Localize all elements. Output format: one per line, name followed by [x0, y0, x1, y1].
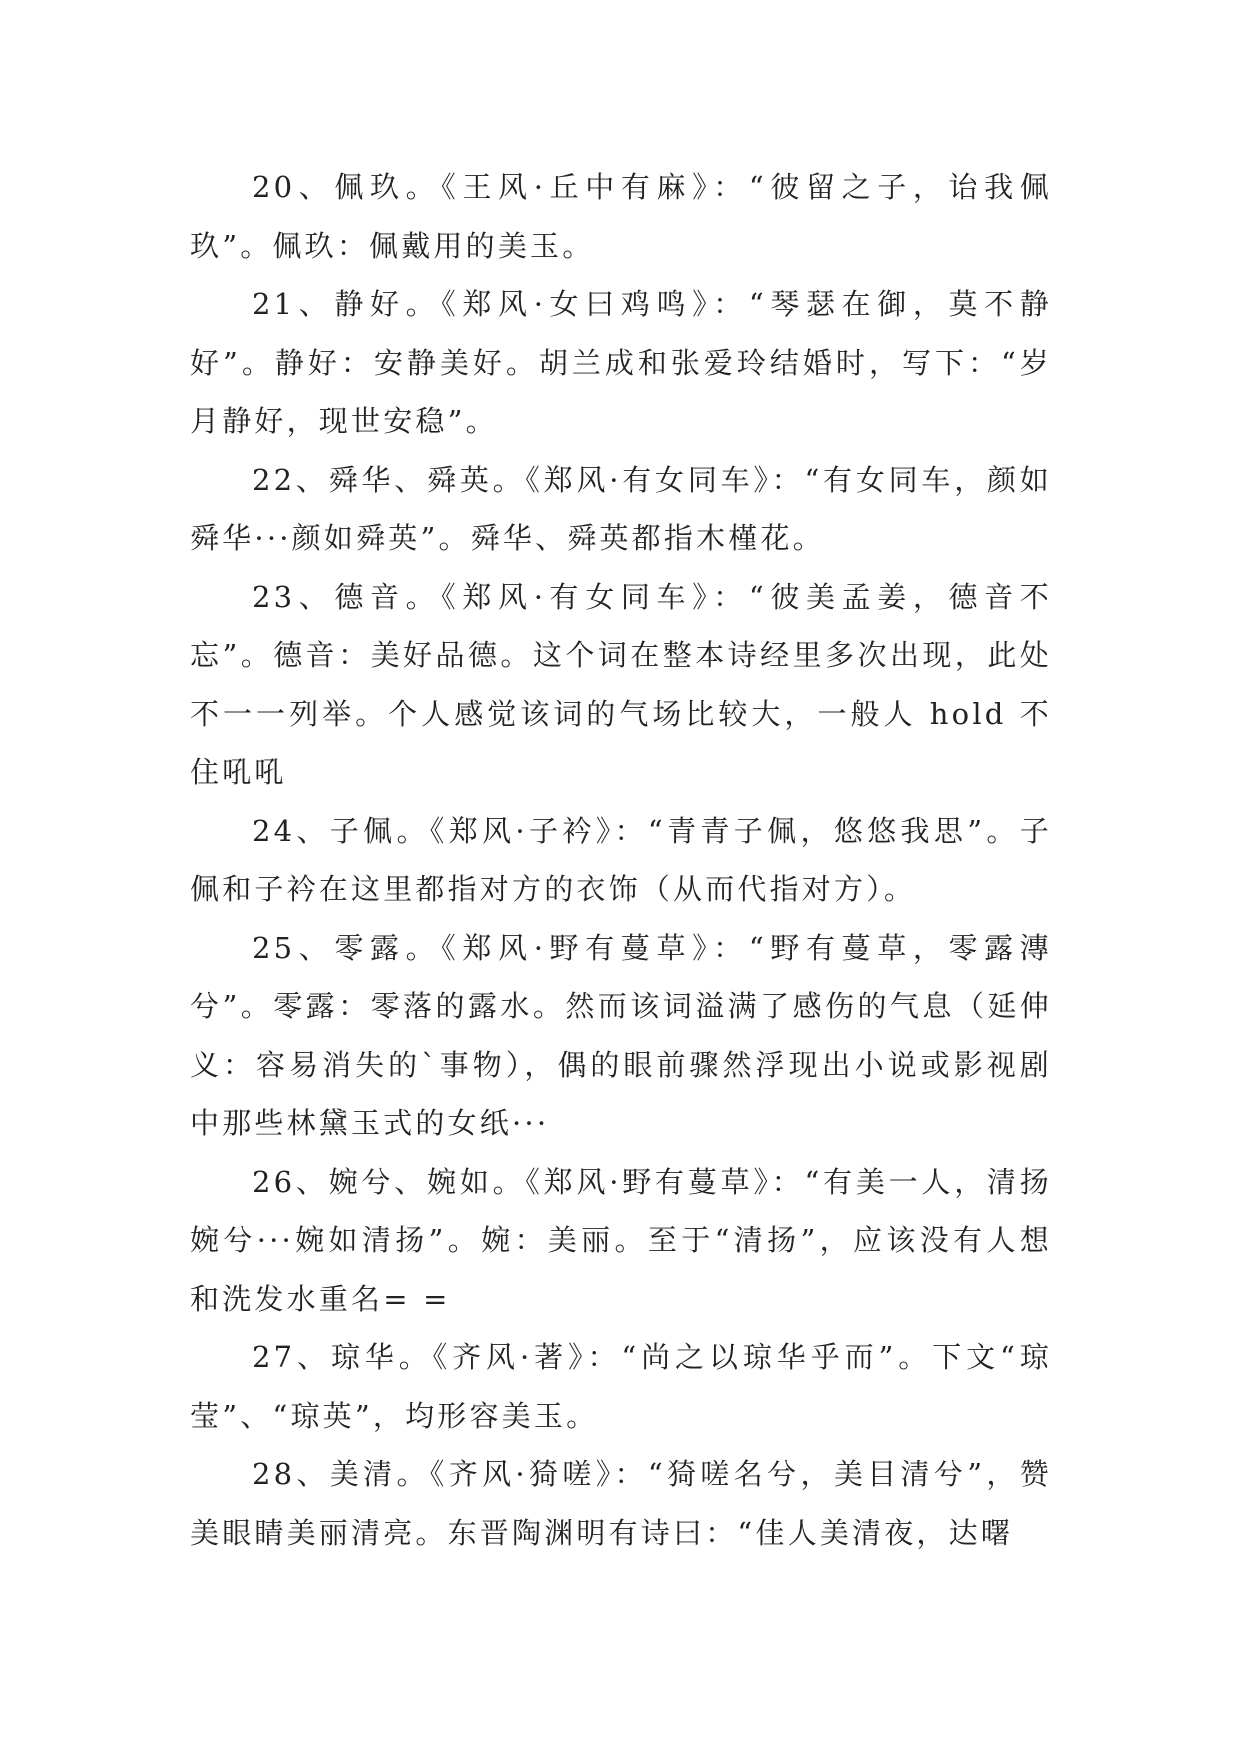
paragraph-21: 21、静好。《郑风·女曰鸡鸣》：“琴瑟在御，莫不静好”。静好：安静美好。胡兰成和张爱玲结婚时，写下：“岁月静好，现世安稳”。 — [190, 287, 1052, 438]
paragraph-28: 28、美清。《齐风·猗嗟》：“猗嗟名兮，美目清兮”，赞美眼睛美丽清亮。东晋陶渊明有诗曰：“佳人美清夜，达曙 — [190, 1457, 1052, 1550]
paragraph-22: 22、舜华、舜英。《郑风·有女同车》：“有女同车，颜如舜华···颜如舜英”。舜华、舜英都指木槿花。 — [190, 462, 1052, 555]
paragraph-27: 27、琼华。《齐风·著》：“尚之以琼华乎而”。下文“琼莹”、“琼英”，均形容美玉。 — [190, 1340, 1052, 1433]
document-body — [190, 158, 1052, 1562]
paragraph-26: 26、婉兮、婉如。《郑风·野有蔓草》：“有美一人，清扬婉兮···婉如清扬”。婉：美丽。至于“清扬”，应该没有人想和洗发水重名= = — [190, 1164, 1052, 1316]
paragraph-24: 24、子佩。《郑风·子衿》：“青青子佩，悠悠我思”。子佩和子衿在这里都指对方的衣饰（从而代指对方）。 — [190, 813, 1052, 906]
paragraph-23: 23、德音。《郑风·有女同车》：“彼美孟姜，德音不忘”。德音：美好品德。这个词在整本诗经里多次出现，此处不一一列举。个人感觉该词的气场比较大，一般人 hold 不住吼吼 — [190, 579, 1052, 789]
paragraph-25: 25、零露。《郑风·野有蔓草》：“野有蔓草，零露漙兮”。零露：零落的露水。然而该词溢满了感伤的气息（延伸义：容易消失的`事物），偶的眼前骤然浮现出小说或影视剧中那些林黛玉式的女纸··· — [190, 930, 1052, 1140]
paragraph-20: 20、佩玖。《王风·丘中有麻》：“彼留之子，诒我佩玖”。佩玖：佩戴用的美玉。 — [190, 170, 1052, 263]
